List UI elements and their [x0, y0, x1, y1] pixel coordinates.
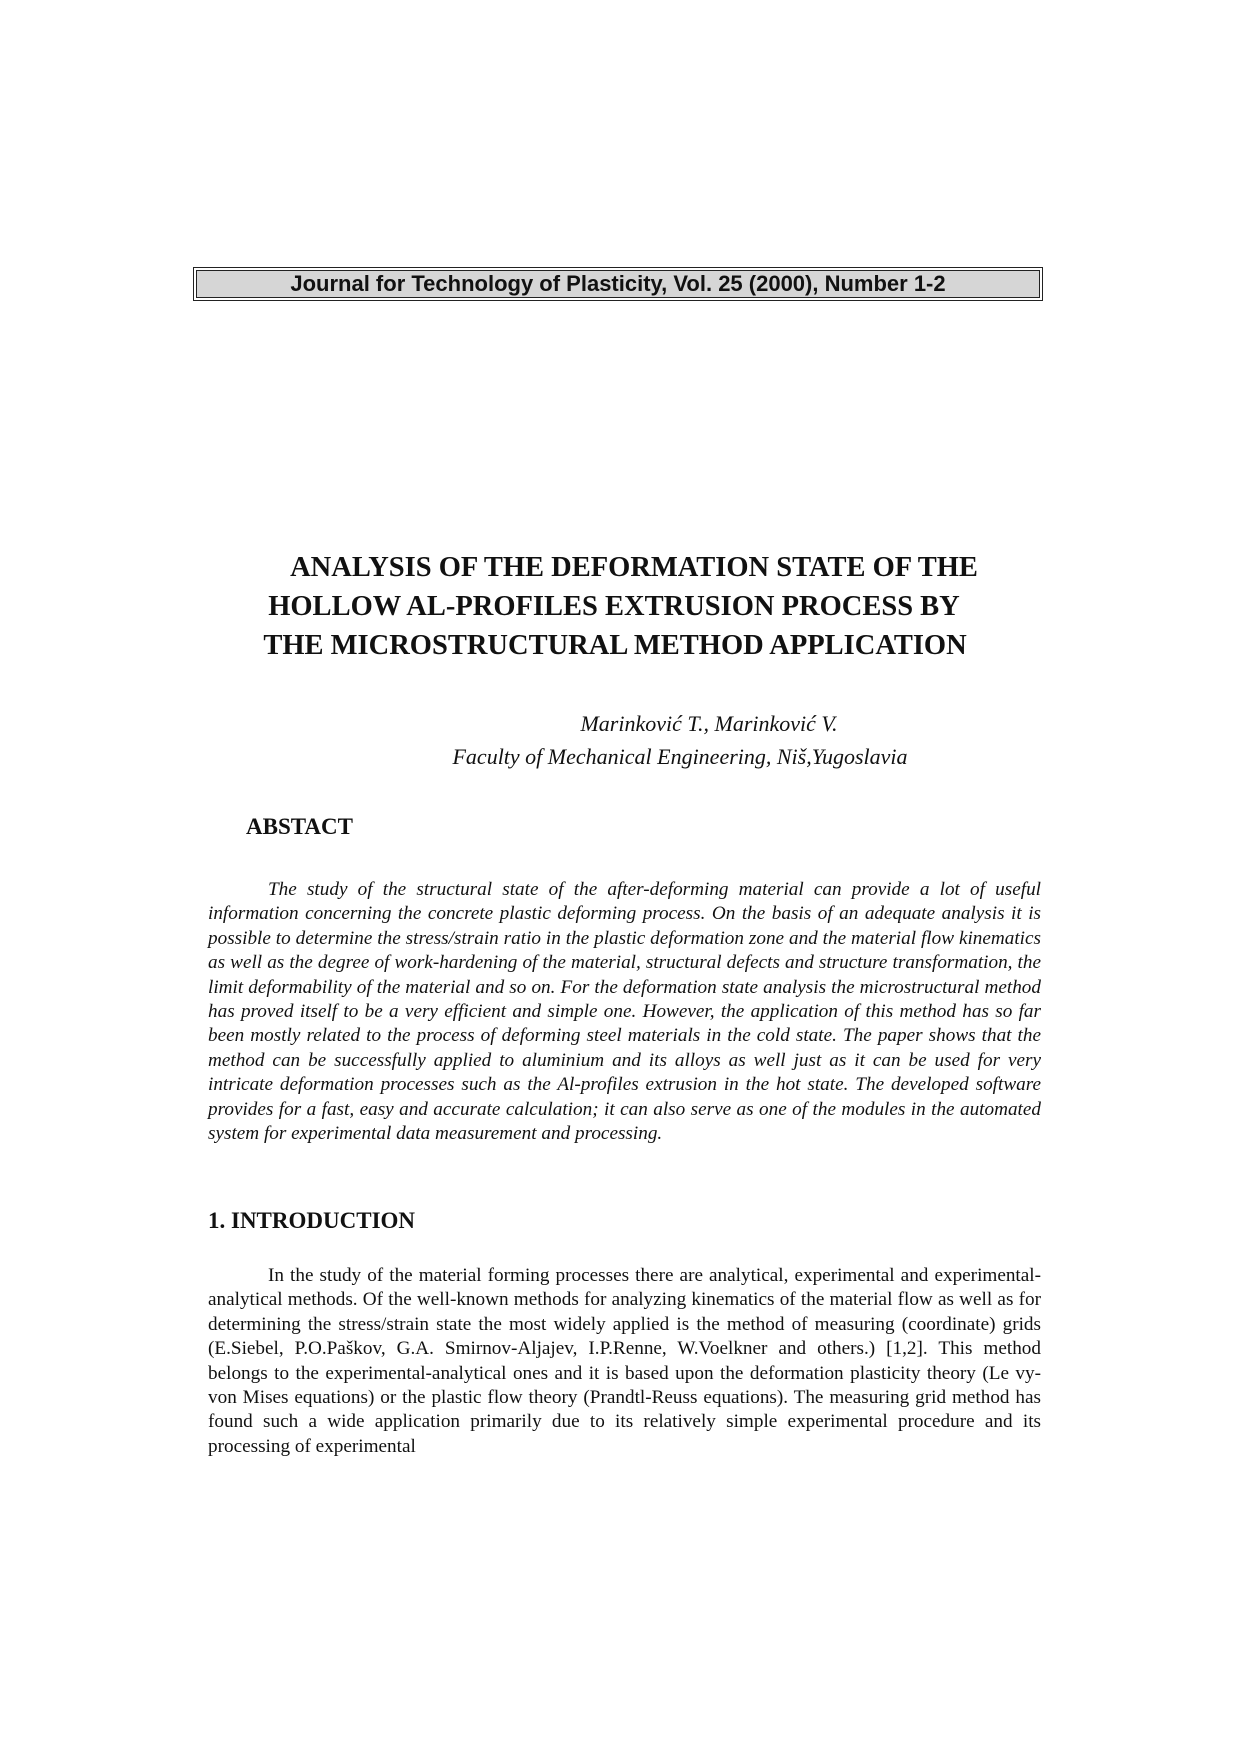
- journal-header: [193, 267, 1043, 301]
- abstract-text: The study of the structural state of the after-deforming material can provide a lot of useful information concerning the concrete plastic deforming process. On the basis of an adequate analysis it is possible to determine the stress/strain ratio in the plastic deformation zone and the material flow kinematics as well as the degree of work-hardening of the material, structural defects and structure transformation, the limit deformability of the material and so on. For the deformation state analysis the microstructural method has proved itself to be a very efficient and simple one. However, the application of this method has so far been mostly related to the process of deforming steel materials in the cold state. The paper shows that the method can be successfully applied to aluminium and its alloys as well just as it can be used for very intricate deformation processes such as the Al-profiles extrusion in the hot state. The developed software provides for a fast, easy and accurate calculation; it can also serve as one of the modules in the automated system for experimental data measurement and processing.: [208, 879, 1041, 1145]
- author-names: Marinković T., Marinković V.: [580, 711, 838, 736]
- title-line: THE MICROSTRUCTURAL METHOD APPLICATION: [263, 630, 967, 661]
- author-block: [300, 707, 1060, 773]
- author-affiliation: Faculty of Mechanical Engineering, Niš,Yugoslavia: [452, 744, 908, 769]
- title-line: HOLLOW AL-PROFILES EXTRUSION PROCESS BY: [268, 591, 960, 622]
- journal-header-text: Journal for Technology of Plasticity, Vol. 25 (2000), Number 1-2: [196, 270, 1040, 298]
- paper-title: [180, 548, 1060, 665]
- introduction-text: In the study of the material forming processes there are analytical, experimental and experimental-analytical methods. Of the well-known methods for analyzing kinematics of the material flow as well as for determining the stress/strain state the most widely applied is the method of measuring (coordinate) grids (E.Siebel, P.O.Paškov, G.A. Smirnov-Aljajev, I.P.Renne, W.Voelkner and others.) [1,2]. This method belongs to the experimental-analytical ones and it is based upon the deformation plasticity theory (Le vy-von Mises equations) or the plastic flow theory (Prandtl-Reuss equations). The measuring grid method has found such a wide application primarily due to its relatively simple experimental procedure and its processing of experimental: [208, 1265, 1041, 1457]
- introduction-heading: 1. INTRODUCTION: [208, 1208, 416, 1233]
- title-line: ANALYSIS OF THE DEFORMATION STATE OF THE: [290, 552, 978, 583]
- abstract-heading: ABSTACT: [246, 814, 353, 839]
